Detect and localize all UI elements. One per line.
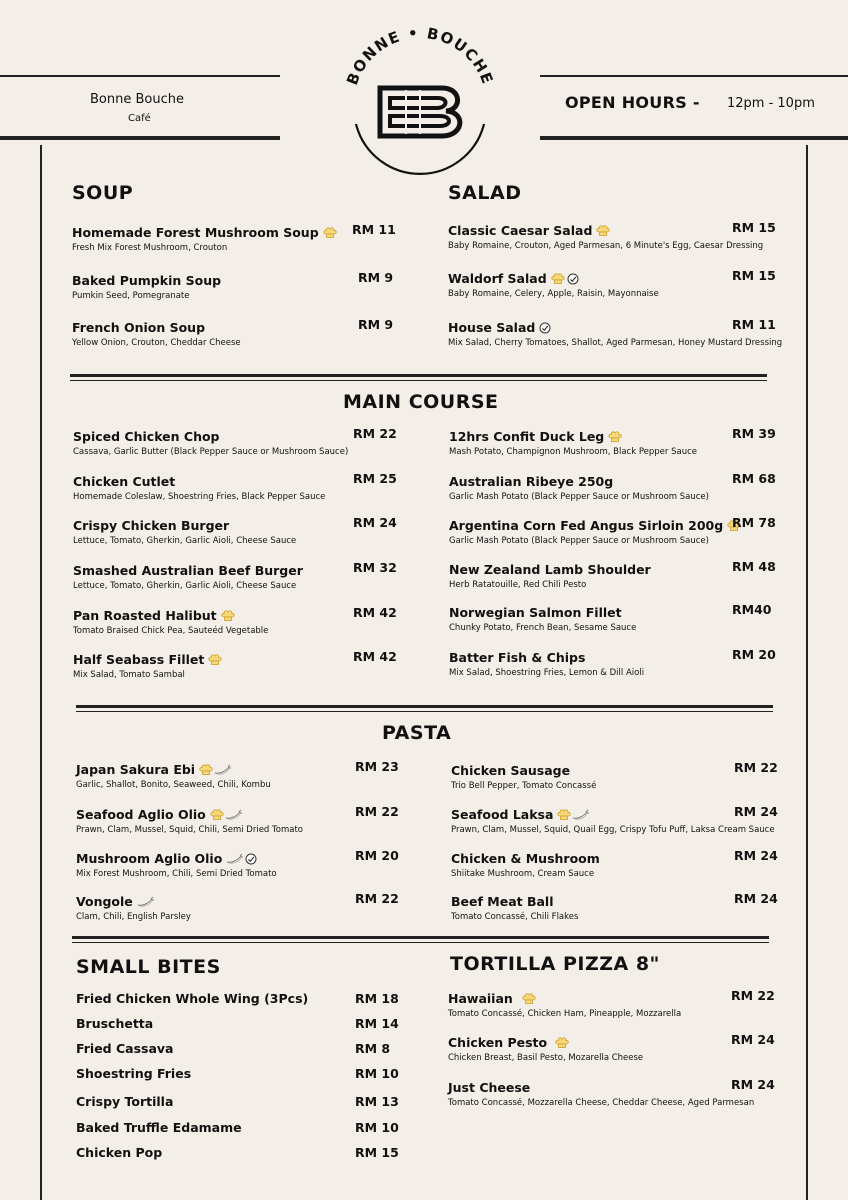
item-desc: Lettuce, Tomato, Gherkin, Garlic Aioli, Cheese Sauce bbox=[73, 536, 297, 546]
item-price: RM 68 bbox=[732, 471, 776, 486]
header-rule-left-top bbox=[0, 75, 280, 77]
menu-item bbox=[73, 560, 397, 591]
item-name: Spiced Chicken Chop bbox=[73, 429, 220, 444]
item-name: Batter Fish & Chips bbox=[449, 650, 586, 665]
item-name: Chicken & Mushroom bbox=[451, 851, 600, 866]
item-price: RM 22 bbox=[731, 988, 775, 1003]
chef-hat-icon bbox=[522, 993, 536, 1005]
menu-item bbox=[72, 317, 394, 348]
item-price: RM 32 bbox=[353, 560, 397, 575]
bite-price: RM 8 bbox=[355, 1041, 391, 1056]
bite-price: RM 10 bbox=[355, 1120, 399, 1135]
item-desc: Shiitake Mushroom, Cream Sauce bbox=[451, 869, 595, 879]
menu-item bbox=[449, 647, 776, 678]
item-price: RM 24 bbox=[734, 804, 778, 819]
item-desc: Garlic, Shallot, Bonito, Seaweed, Chili, Kombu bbox=[76, 780, 271, 790]
item-desc: Homemade Coleslaw, Shoestring Fries, Black Pepper Sauce bbox=[73, 492, 326, 502]
bite-price: RM 13 bbox=[355, 1094, 399, 1109]
chef-hat-icon bbox=[210, 809, 224, 821]
item-desc: Tomato Braised Chick Pea, Sauteéd Vegetable bbox=[73, 626, 269, 636]
item-desc: Pumkin Seed, Pomegranate bbox=[72, 291, 190, 301]
item-price: RM 20 bbox=[732, 647, 776, 662]
item-price: RM 9 bbox=[358, 317, 394, 332]
menu-item bbox=[448, 220, 776, 251]
item-desc: Chicken Breast, Basil Pesto, Mozarella Cheese bbox=[448, 1053, 644, 1063]
chili-icon bbox=[226, 853, 244, 865]
menu-item bbox=[449, 559, 776, 590]
item-price: RM 42 bbox=[353, 649, 397, 664]
item-desc: Fresh Mix Forest Mushroom, Crouton bbox=[72, 243, 228, 253]
menu-item bbox=[449, 515, 776, 546]
section-divider bbox=[76, 705, 773, 708]
item-desc: Tomato Concassé, Mozzarella Cheese, Cheddar Cheese, Aged Parmesan bbox=[448, 1098, 755, 1108]
section-title-pasta: PASTA bbox=[382, 722, 452, 744]
chef-hat-icon bbox=[199, 764, 213, 776]
menu-item bbox=[448, 1032, 775, 1063]
menu-item bbox=[76, 891, 399, 922]
logo-text: BONNE • BOUCHE bbox=[343, 23, 497, 88]
item-desc: Mix Forest Mushroom, Chili, Semi Dried Tomato bbox=[76, 869, 277, 879]
item-price: RM 24 bbox=[731, 1032, 775, 1047]
menu-item bbox=[73, 515, 397, 546]
bite-name: Bruschetta bbox=[76, 1016, 154, 1031]
brand-name: Bonne Bouche bbox=[90, 92, 184, 107]
menu-item bbox=[73, 471, 397, 502]
section-title-main-course: MAIN COURSE bbox=[343, 391, 499, 413]
item-price: RM 15 bbox=[732, 268, 776, 283]
brand-subtitle: Café bbox=[128, 113, 151, 124]
item-name: Chicken Sausage bbox=[451, 763, 571, 778]
item-name: French Onion Soup bbox=[72, 320, 206, 335]
item-desc: Baby Romaine, Crouton, Aged Parmesan, 6 Minute's Egg, Caesar Dressing bbox=[448, 241, 764, 251]
menu-item bbox=[76, 804, 399, 835]
logo-monogram-icon bbox=[380, 88, 460, 136]
item-name: Japan Sakura Ebi bbox=[76, 762, 196, 777]
bite-name: Fried Chicken Whole Wing (3Pcs) bbox=[76, 991, 309, 1006]
menu-item bbox=[73, 649, 397, 680]
item-name: Australian Ribeye 250g bbox=[449, 474, 614, 489]
item-desc: Lettuce, Tomato, Gherkin, Garlic Aioli, Cheese Sauce bbox=[73, 581, 297, 591]
header-rule-right-bottom bbox=[540, 136, 848, 140]
section-title-soup: SOUP bbox=[72, 182, 134, 204]
vegetarian-icon bbox=[567, 273, 579, 285]
item-price: RM 15 bbox=[732, 220, 776, 235]
menu-item bbox=[451, 891, 778, 922]
item-price: RM 23 bbox=[355, 759, 399, 774]
header-rule-right-top bbox=[540, 75, 848, 77]
item-name: Vongole bbox=[76, 894, 133, 909]
menu-item bbox=[448, 1077, 775, 1108]
item-price: RM 9 bbox=[358, 270, 394, 285]
item-price: RM 24 bbox=[731, 1077, 775, 1092]
section-title-salad: SALAD bbox=[448, 182, 522, 204]
item-name: Crispy Chicken Burger bbox=[73, 518, 230, 533]
chef-hat-icon bbox=[551, 273, 565, 285]
item-name: Hawaiian bbox=[448, 991, 513, 1006]
chef-hat-icon bbox=[555, 1037, 569, 1049]
item-name: Mushroom Aglio Olio bbox=[76, 851, 223, 866]
section-divider bbox=[72, 936, 769, 939]
menu-item bbox=[449, 471, 776, 502]
item-name: Norwegian Salmon Fillet bbox=[449, 605, 622, 620]
item-desc: Tomato Concassé, Chicken Ham, Pineapple, Mozzarella bbox=[448, 1009, 682, 1019]
item-price: RM 24 bbox=[353, 515, 397, 530]
item-desc: Mash Potato, Champignon Mushroom, Black Pepper Sauce bbox=[449, 447, 697, 457]
item-name: Beef Meat Ball bbox=[451, 894, 554, 909]
item-desc: Chunky Potato, French Bean, Sesame Sauce bbox=[449, 623, 637, 633]
item-desc: Prawn, Clam, Mussel, Squid, Chili, Semi Dried Tomato bbox=[76, 825, 304, 835]
menu-item bbox=[76, 848, 399, 879]
item-desc: Prawn, Clam, Mussel, Squid, Quail Egg, Crispy Tofu Puff, Laksa Cream Sauce bbox=[451, 825, 775, 835]
menu-item bbox=[451, 848, 778, 879]
menu-item bbox=[451, 760, 778, 791]
bite-price: RM 18 bbox=[355, 991, 399, 1006]
item-desc: Mix Salad, Tomato Sambal bbox=[73, 670, 185, 680]
page-border-left bbox=[40, 145, 42, 1200]
vegetarian-icon bbox=[245, 853, 257, 865]
item-name: Pan Roasted Halibut bbox=[73, 608, 217, 623]
chef-hat-icon bbox=[608, 431, 622, 443]
item-name: House Salad bbox=[448, 320, 536, 335]
menu-item bbox=[73, 426, 397, 457]
section-divider bbox=[70, 374, 767, 377]
bite-name: Shoestring Fries bbox=[76, 1066, 192, 1081]
bite-name: Fried Cassava bbox=[76, 1041, 174, 1056]
item-price: RM 48 bbox=[732, 559, 776, 574]
section-divider bbox=[72, 942, 769, 943]
chef-hat-icon bbox=[221, 610, 235, 622]
item-price: RM 25 bbox=[353, 471, 397, 486]
chef-hat-icon bbox=[323, 227, 337, 239]
item-desc: Garlic Mash Potato (Black Pepper Sauce or Mushroom Sauce) bbox=[449, 536, 709, 546]
item-price: RM 22 bbox=[355, 804, 399, 819]
item-name: Homemade Forest Mushroom Soup bbox=[72, 225, 319, 240]
section-title-small-bites: SMALL BITES bbox=[76, 956, 221, 978]
item-desc: Baby Romaine, Celery, Apple, Raisin, Mayonnaise bbox=[448, 289, 659, 299]
item-price: RM 39 bbox=[732, 426, 776, 441]
chili-icon bbox=[572, 809, 590, 821]
item-name: New Zealand Lamb Shoulder bbox=[449, 562, 651, 577]
item-desc: Cassava, Garlic Butter (Black Pepper Sauce or Mushroom Sauce) bbox=[73, 447, 349, 457]
item-name: Waldorf Salad bbox=[448, 271, 547, 286]
item-desc: Mix Salad, Shoestring Fries, Lemon & Dill Aioli bbox=[449, 668, 645, 678]
menu-item bbox=[449, 602, 772, 633]
item-desc: Tomato Concassé, Chili Flakes bbox=[451, 912, 579, 922]
menu-item bbox=[76, 759, 399, 790]
item-name: Half Seabass Fillet bbox=[73, 652, 205, 667]
bite-name: Chicken Pop bbox=[76, 1145, 163, 1160]
item-price: RM 22 bbox=[353, 426, 397, 441]
chili-icon bbox=[225, 809, 243, 821]
chef-hat-icon bbox=[596, 225, 610, 237]
item-name: Classic Caesar Salad bbox=[448, 223, 593, 238]
item-desc: Yellow Onion, Crouton, Cheddar Cheese bbox=[72, 338, 241, 348]
item-desc: Garlic Mash Potato (Black Pepper Sauce or Mushroom Sauce) bbox=[449, 492, 709, 502]
header-rule-left-bottom bbox=[0, 136, 280, 140]
item-name: Seafood Laksa bbox=[451, 807, 554, 822]
section-divider bbox=[76, 711, 773, 712]
item-price: RM40 bbox=[732, 602, 772, 617]
open-hours-time: 12pm - 10pm bbox=[727, 96, 815, 111]
page-border-right bbox=[806, 145, 808, 1200]
bite-name: Baked Truffle Edamame bbox=[76, 1120, 242, 1135]
bite-price: RM 10 bbox=[355, 1066, 399, 1081]
menu-item bbox=[72, 222, 396, 253]
item-desc: Clam, Chili, English Parsley bbox=[76, 912, 191, 922]
item-desc: Mix Salad, Cherry Tomatoes, Shallot, Aged Parmesan, Honey Mustard Dressing bbox=[448, 338, 783, 348]
section-title-tortilla-pizza: TORTILLA PIZZA 8" bbox=[450, 953, 660, 975]
item-desc: Herb Ratatouille, Red Chili Pesto bbox=[449, 580, 587, 590]
chili-icon bbox=[137, 896, 155, 908]
item-name: Smashed Australian Beef Burger bbox=[73, 563, 303, 578]
menu-item bbox=[449, 426, 776, 457]
item-price: RM 11 bbox=[732, 317, 776, 332]
bite-name: Crispy Tortilla bbox=[76, 1094, 174, 1109]
item-price: RM 42 bbox=[353, 605, 397, 620]
item-desc: Trio Bell Pepper, Tomato Concassé bbox=[451, 781, 597, 791]
item-name: Baked Pumpkin Soup bbox=[72, 273, 222, 288]
item-name: Argentina Corn Fed Angus Sirloin 200g bbox=[449, 518, 724, 533]
section-divider bbox=[70, 380, 767, 381]
vegetarian-icon bbox=[539, 322, 551, 334]
logo bbox=[330, 20, 510, 175]
chef-hat-icon bbox=[208, 654, 222, 666]
item-price: RM 20 bbox=[355, 848, 399, 863]
menu-item bbox=[448, 268, 776, 299]
item-price: RM 11 bbox=[352, 222, 396, 237]
chef-hat-icon bbox=[557, 809, 571, 821]
item-name: Chicken Cutlet bbox=[73, 474, 176, 489]
item-price: RM 22 bbox=[355, 891, 399, 906]
bite-price: RM 14 bbox=[355, 1016, 399, 1031]
bite-price: RM 15 bbox=[355, 1145, 399, 1160]
item-price: RM 78 bbox=[732, 515, 776, 530]
menu-item bbox=[73, 605, 397, 636]
menu-item bbox=[448, 317, 782, 348]
item-price: RM 24 bbox=[734, 848, 778, 863]
item-price: RM 22 bbox=[734, 760, 778, 775]
chili-icon bbox=[214, 764, 232, 776]
item-price: RM 24 bbox=[734, 891, 778, 906]
open-hours-label: OPEN HOURS - bbox=[565, 93, 700, 112]
menu-item bbox=[451, 804, 778, 835]
item-name: Just Cheese bbox=[448, 1080, 531, 1095]
item-name: 12hrs Confit Duck Leg bbox=[449, 429, 605, 444]
item-name: Seafood Aglio Olio bbox=[76, 807, 206, 822]
item-name: Chicken Pesto bbox=[448, 1035, 548, 1050]
menu-item bbox=[72, 270, 394, 301]
menu-item bbox=[448, 988, 775, 1019]
